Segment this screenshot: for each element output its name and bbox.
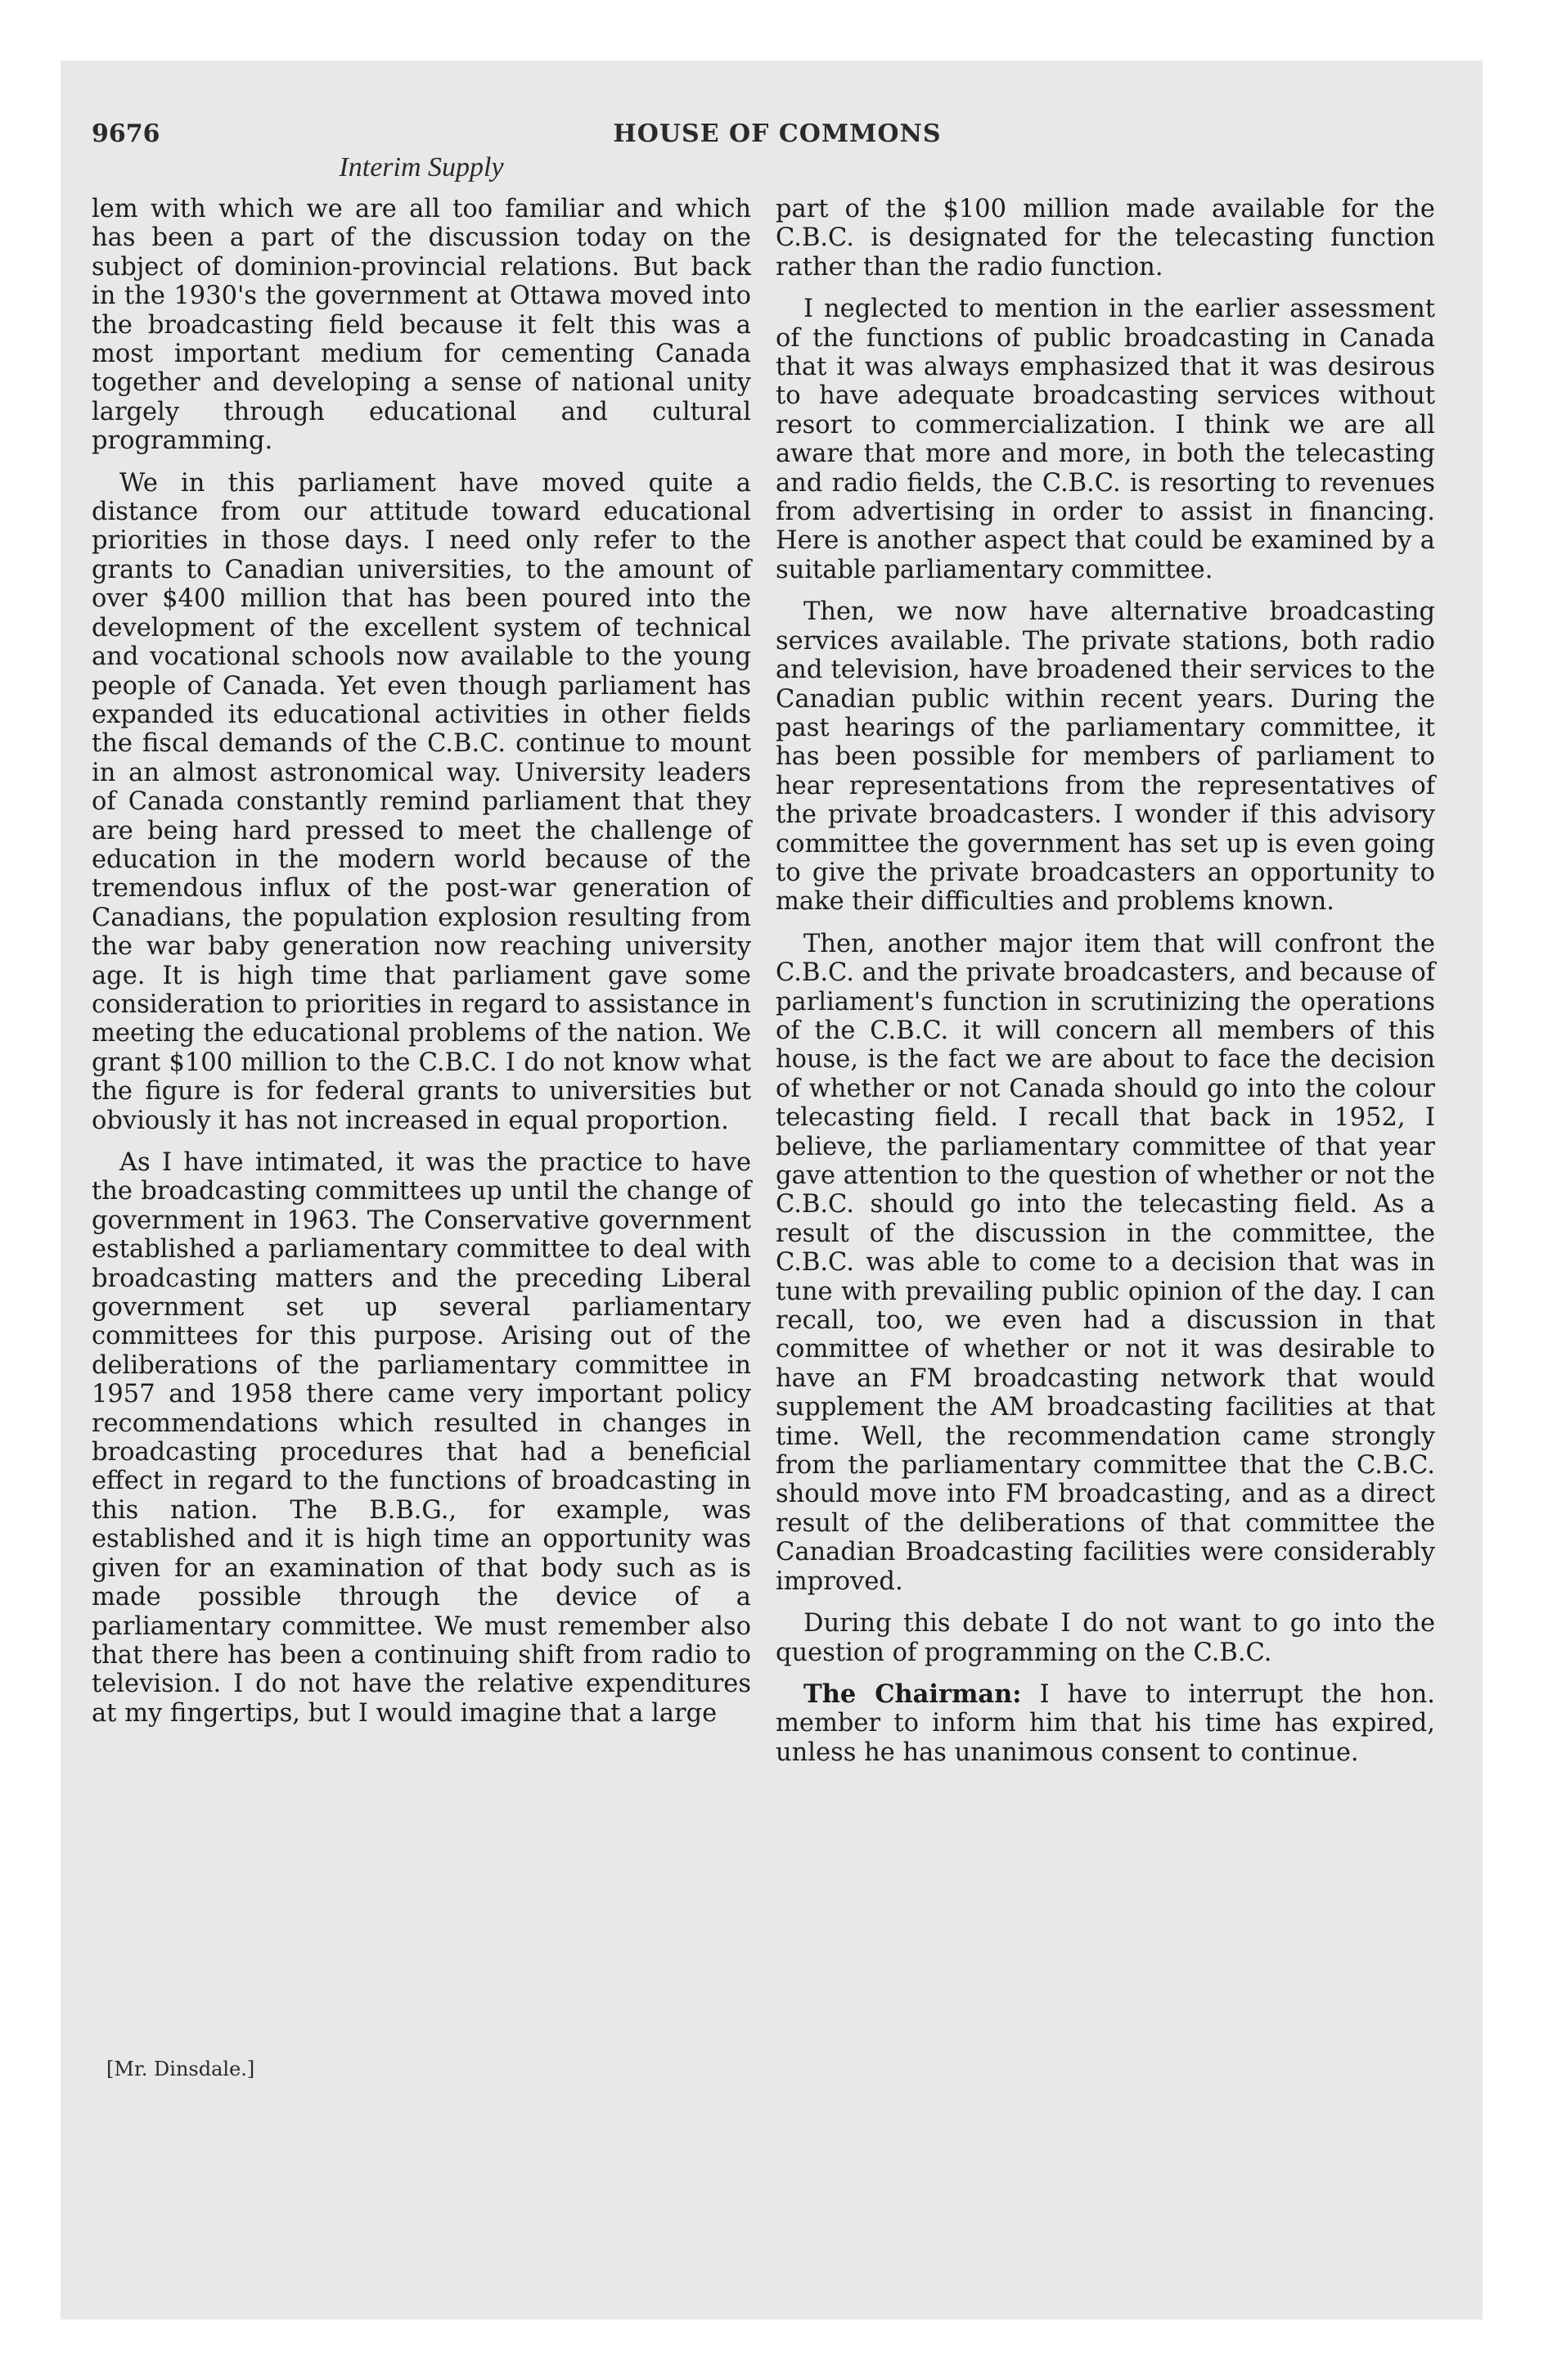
paragraph: During this debate I do not want to go into the question of programming on the C.B.C. (776, 1609, 1435, 1667)
page-number: 9676 (92, 119, 160, 148)
section-heading: Interim Supply (339, 152, 504, 183)
page-title: HOUSE OF COMMONS (613, 119, 942, 148)
paragraph: Then, another major item that will confront the C.B.C. and the private broadcasters, and because of parliament's function in scrutinizing the operations of the C.B.C. it will concern all members of this house, is the fact we are about to face the decision of whether or not Canada should go into the colour telecasting field. I recall that back in 1952, I believe, the parliamentary committee of that year gave attention to the question of whether or not the C.B.C. should go into the telecasting field. As a result of the discussion in the committee, the C.B.C. was able to come to a decision that was in tune with prevailing public opinion of the day. I can recall, too, we even had a discussion in that committee of whether or not it was desirable to have an FM broadcasting network that would supplement the AM broadcasting facilities at that time. Well, the recommendation came strongly from the parliamentary committee that the C.B.C. should move into FM broadcasting, and as a direct result of the deliberations of that committee the Canadian Broadcasting facilities were considerably improved. (776, 929, 1435, 1596)
left-column (92, 195, 751, 1741)
right-column (776, 195, 1435, 1780)
paragraph: lem with which we are all too familiar and which has been a part of the discussion today on the subject of dominion-provincial relations. But back in the 1930's the government at Ottawa moved into the broadcasting field because it felt this was a most important medium for cementing Canada together and developing a sense of national unity largely through educational and cultural programming. (92, 195, 751, 456)
paragraph: As I have intimated, it was the practice to have the broadcasting committees up until the change of government in 1963. The Conservative government established a parliamentary committee to deal with broadcasting matters and the preceding Liberal government set up several parliamentary committees for this purpose. Arising out of the deliberations of the parliamentary committee in 1957 and 1958 there came very important policy recommendations which resulted in changes in broadcasting procedures that had a beneficial effect in regard to the functions of broadcasting in this nation. The B.B.G., for example, was established and it is high time an opportunity was given for an examination of that body such as is made possible through the device of a parliamentary committee. We must remember also that there has been a continuing shift from radio to television. I do not have the relative expenditures at my fingertips, but I would imagine that a large (92, 1148, 751, 1728)
paragraph: I neglected to mention in the earlier assessment of the functions of public broadcasting in Canada that it was always emphasized that it was desirous to have adequate broadcasting services without resort to commercialization. I think we are all aware that more and more, in both the telecasting and radio fields, the C.B.C. is resorting to revenues from advertising in order to assist in financing. Here is another aspect that could be examined by a suitable parliamentary committee. (776, 295, 1435, 584)
speaker-name: The Chairman: (803, 1679, 1022, 1709)
speaker-attribution: [Mr. Dinsdale.] (106, 2058, 255, 2080)
paragraph: We in this parliament have moved quite a distance from our attitude toward educational priorities in those days. I need only refer to the grants to Canadian universities, to the amount of over $400 million that has been poured into the development of the excellent system of technical and vocational schools now available to the young people of Canada. Yet even though parliament has expanded its educational activities in other fields the fiscal demands of the C.B.C. continue to mount in an almost astronomical way. University leaders of Canada constantly remind parliament that they are being hard pressed to meet the challenge of education in the modern world because of the tremendous influx of the post-war generation of Canadians, the population explosion resulting from the war baby generation now reaching university age. It is high time that parliament gave some consideration to priorities in regard to assistance in meeting the educational problems of the nation. We grant $100 million to the C.B.C. I do not know what the figure is for federal grants to universities but obviously it has not increased in equal proportion. (92, 468, 751, 1135)
chairman-statement (776, 1680, 1435, 1767)
paragraph: part of the $100 million made available for the C.B.C. is designated for the telecasting function rather than the radio function. (776, 195, 1435, 282)
statement-text: I have to interrupt the hon. member to inform him that his time has expired, unless he has unanimous consent to continue. (776, 1679, 1436, 1767)
paragraph: Then, we now have alternative broadcasting services available. The private stations, both radio and television, have broadened their services to the Canadian public within recent years. During the past hearings of the parliamentary committee, it has been possible for members of parliament to hear representations from the representatives of the private broadcasters. I wonder if this advisory committee the government has set up is even going to give the private broadcasters an opportunity to make their difficulties and problems known. (776, 597, 1435, 917)
